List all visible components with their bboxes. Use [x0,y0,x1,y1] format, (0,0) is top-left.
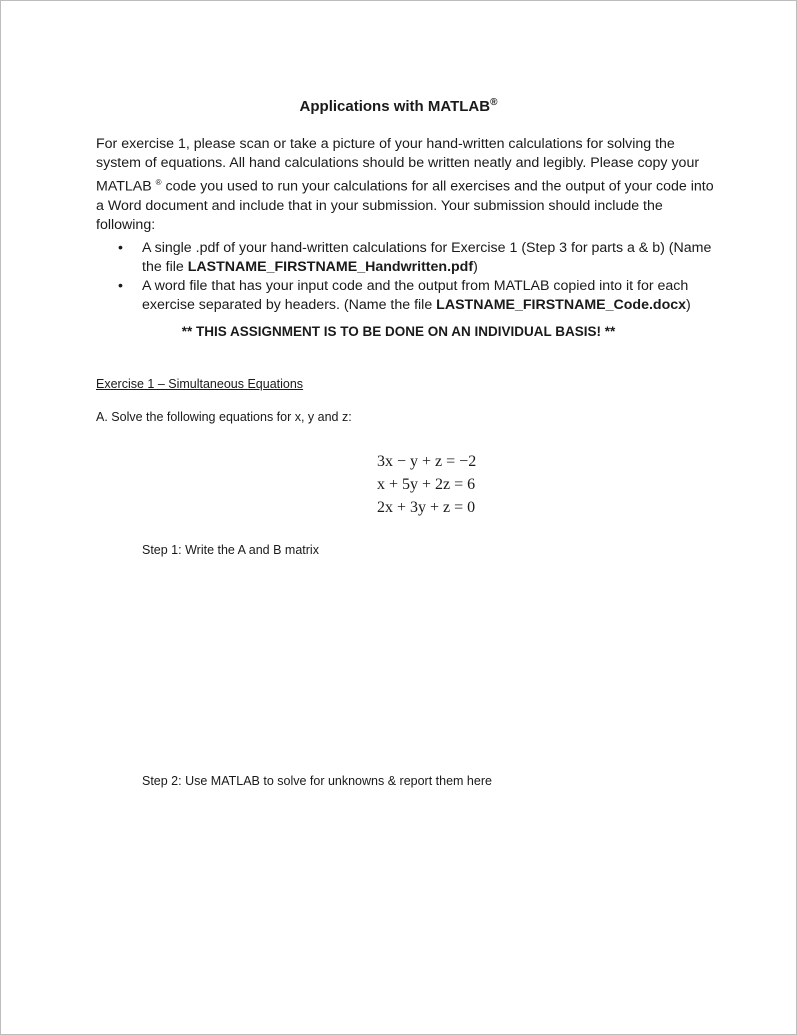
title-text: Applications with MATLAB [299,98,491,115]
registered-mark: ® [490,97,498,108]
individual-basis-warning: ** THIS ASSIGNMENT IS TO BE DONE ON AN INDIVIDUAL BASIS! ** [181,324,616,339]
bullet-icon: • [118,240,123,256]
list-item-text: A word file that has your input code and the output from MATLAB copied into it for each exercise separated by headers. (Name the file [142,278,689,313]
list-item-text: A single .pdf of your hand-written calculations for Exercise 1 (Step 3 for parts a & b) (Name the file [142,240,712,275]
equation-system [377,450,476,519]
exercise-instruction: A. Solve the following equations for x, y and z: [96,410,352,424]
list-item [96,239,726,277]
intro-text-part1: For exercise 1, please scan or take a picture of your hand-written calculations for solving the system of equations. All hand calculations should be written neatly and legibly. Please copy your MATLAB [96,136,700,195]
bullet-icon: • [118,278,123,294]
list-item-text-end: ) [686,297,691,313]
intro-text-part2: code you used to run your calculations for all exercises and the output of your code into a Word document and include that in your submission. Your submission should include the following: [96,178,714,233]
list-item-text-end: ) [473,259,478,275]
list-item [96,277,726,315]
step-1-label: Step 1: Write the A and B matrix [142,543,319,557]
equation-1: 3x − y + z = −2 [377,453,477,470]
filename: LASTNAME_FIRSTNAME_Handwritten.pdf [187,259,474,275]
equation-2: x + 5y + 2z = 6 [377,476,476,493]
step-2-label: Step 2: Use MATLAB to solve for unknowns & report them here [142,774,492,788]
exercise-heading: Exercise 1 – Simultaneous Equations [96,377,304,391]
intro-paragraph [96,135,716,235]
submission-list [96,239,726,315]
intro-registered-mark: ® [155,178,162,187]
page-title [1,97,796,115]
filename: LASTNAME_FIRSTNAME_Code.docx [436,297,687,313]
equation-3: 2x + 3y + z = 0 [377,499,476,516]
